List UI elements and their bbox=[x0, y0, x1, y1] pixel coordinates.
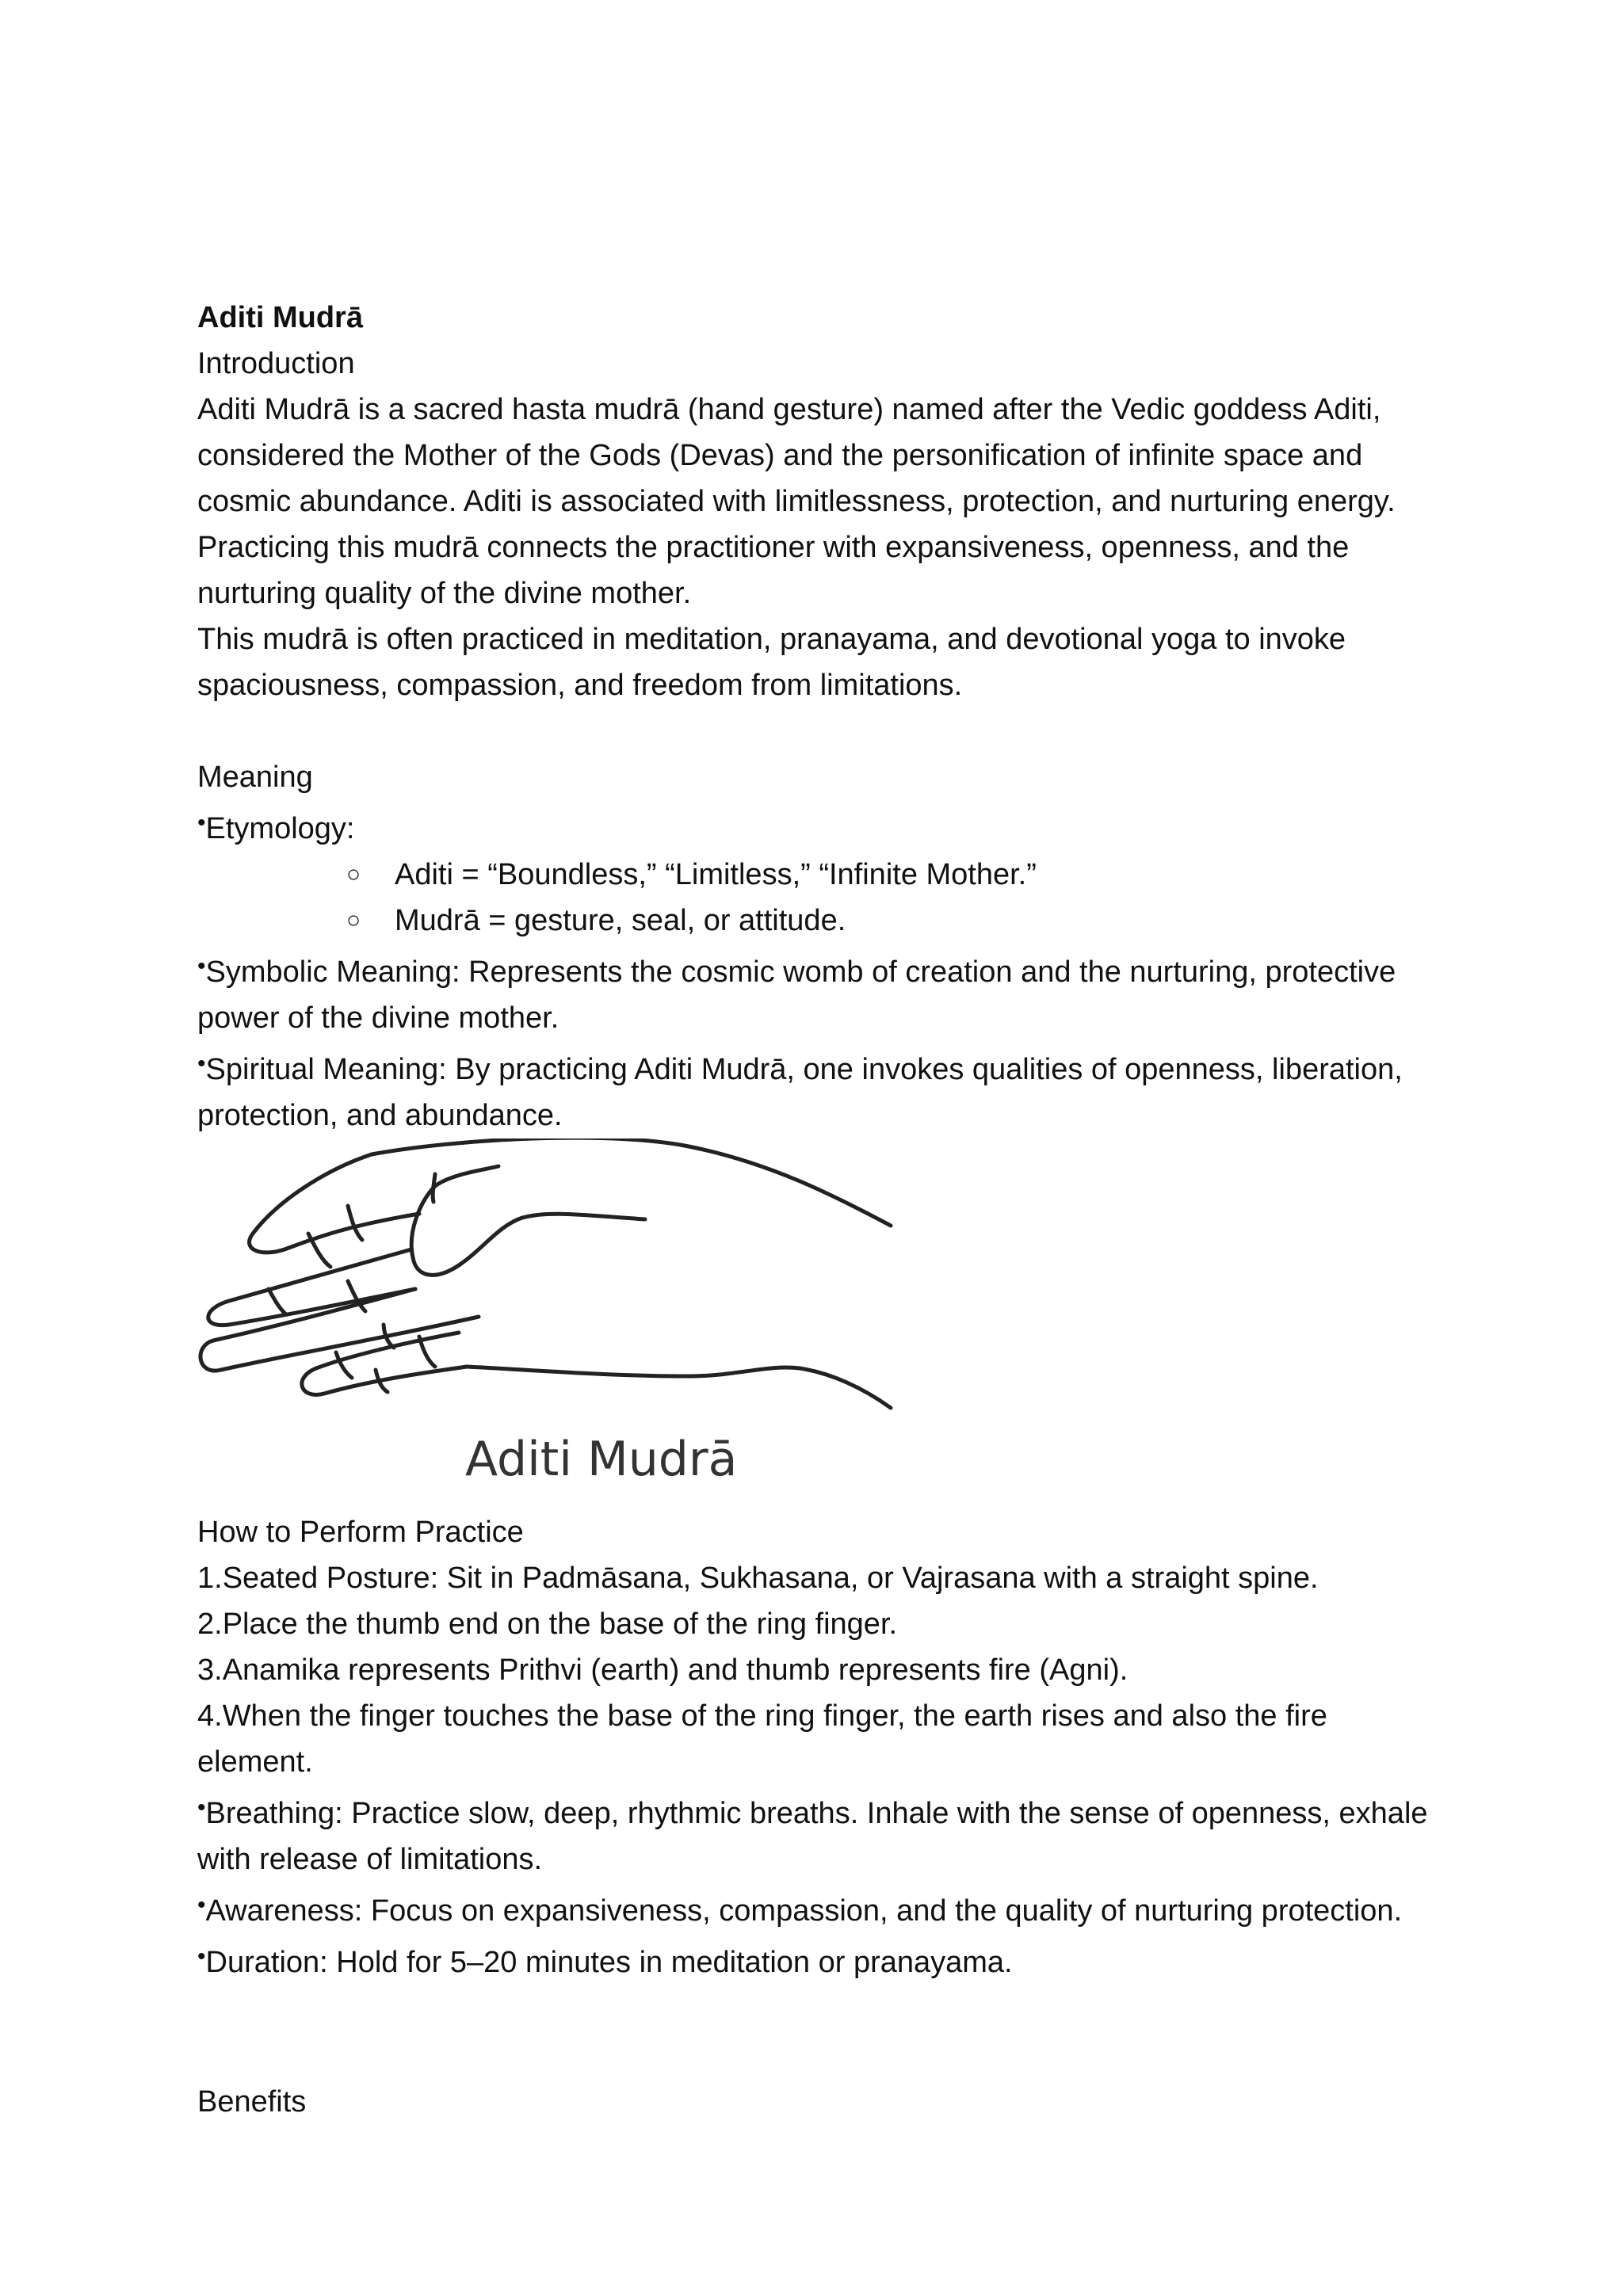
practice-bullet bbox=[197, 1934, 1434, 1985]
hand-drawing-icon bbox=[197, 1138, 895, 1440]
practice-step: 2.Place the thumb end on the base of the ring finger. bbox=[197, 1608, 898, 1641]
meaning-heading: Meaning bbox=[197, 761, 313, 794]
bullet-icon: • bbox=[197, 1051, 206, 1077]
practice-bullet-text: Duration: Hold for 5–20 minutes in meditation or pranayama. bbox=[205, 1946, 1013, 1979]
etymology-label: Etymology: bbox=[205, 812, 355, 845]
list-item bbox=[197, 898, 1434, 944]
intro-paragraph-2: This mudrā is often practiced in meditation, pranayama, and devotional yoga to invoke spaciousness, compassion, and freedom from limitations. bbox=[197, 623, 1346, 702]
symbolic-meaning-bullet bbox=[197, 944, 1434, 1041]
practice-bullet bbox=[197, 1882, 1434, 1934]
hand-gesture-figure bbox=[197, 1138, 895, 1503]
intro-heading: Introduction bbox=[197, 347, 355, 380]
benefits-heading: Benefits bbox=[197, 2085, 307, 2119]
document-title: Aditi Mudrā bbox=[197, 301, 363, 334]
practice-bullet-text: Breathing: Practice slow, deep, rhythmic breaths. Inhale with the sense of openness, exhale with release of limitations. bbox=[197, 1797, 1428, 1876]
practice-heading: How to Perform Practice bbox=[197, 1516, 524, 1549]
list-item bbox=[197, 852, 1434, 898]
etymology-item-text: Aditi = “Boundless,” “Limitless,” “Infinite Mother.” bbox=[395, 858, 1037, 891]
bullet-icon: • bbox=[197, 1943, 206, 1970]
bullet-icon: • bbox=[197, 953, 206, 979]
spacer bbox=[197, 708, 1434, 754]
etymology-list bbox=[197, 852, 1434, 944]
practice-bullet-text: Awareness: Focus on expansiveness, compassion, and the quality of nurturing protection. bbox=[205, 1894, 1403, 1928]
hollow-bullet-icon: ○ bbox=[346, 907, 361, 933]
etymology-bullet bbox=[197, 800, 1434, 852]
spacer bbox=[197, 1985, 1434, 2079]
bullet-icon: • bbox=[197, 1794, 206, 1821]
spiritual-meaning-bullet bbox=[197, 1041, 1434, 1138]
bullet-icon: • bbox=[197, 1892, 206, 1918]
spiritual-meaning-text: Spiritual Meaning: By practicing Aditi Mudrā, one invokes qualities of openness, liberation, protection, and abundance. bbox=[197, 1053, 1403, 1132]
etymology-item-text: Mudrā = gesture, seal, or attitude. bbox=[395, 904, 846, 937]
document-body bbox=[197, 295, 1434, 2125]
intro-paragraph-1: Aditi Mudrā is a sacred hasta mudrā (hand gesture) named after the Vedic goddess Aditi, considered the Mother of the Gods (Devas) and the personification of infinite space and cosmic abundance. Aditi is associated with limitlessness, protection, and nurturing energy. Practicing this mudrā connects the practitioner with expansiveness, openness, and the nurturing quality of the divine mother. bbox=[197, 393, 1396, 610]
practice-step: 1.Seated Posture: Sit in Padmāsana, Sukhasana, or Vajrasana with a straight spine. bbox=[197, 1562, 1319, 1595]
bullet-icon: • bbox=[197, 810, 206, 836]
practice-step: 3.Anamika represents Prithvi (earth) and thumb represents fire (Agni). bbox=[197, 1653, 1128, 1687]
practice-bullet bbox=[197, 1785, 1434, 1882]
practice-step: 4.When the finger touches the base of the ring finger, the earth rises and also the fire element. bbox=[197, 1699, 1327, 1779]
hollow-bullet-icon: ○ bbox=[346, 861, 361, 887]
symbolic-meaning-text: Symbolic Meaning: Represents the cosmic womb of creation and the nurturing, protective power of the divine mother. bbox=[197, 955, 1396, 1035]
figure-caption: Aditi Mudrā bbox=[465, 1432, 738, 1487]
